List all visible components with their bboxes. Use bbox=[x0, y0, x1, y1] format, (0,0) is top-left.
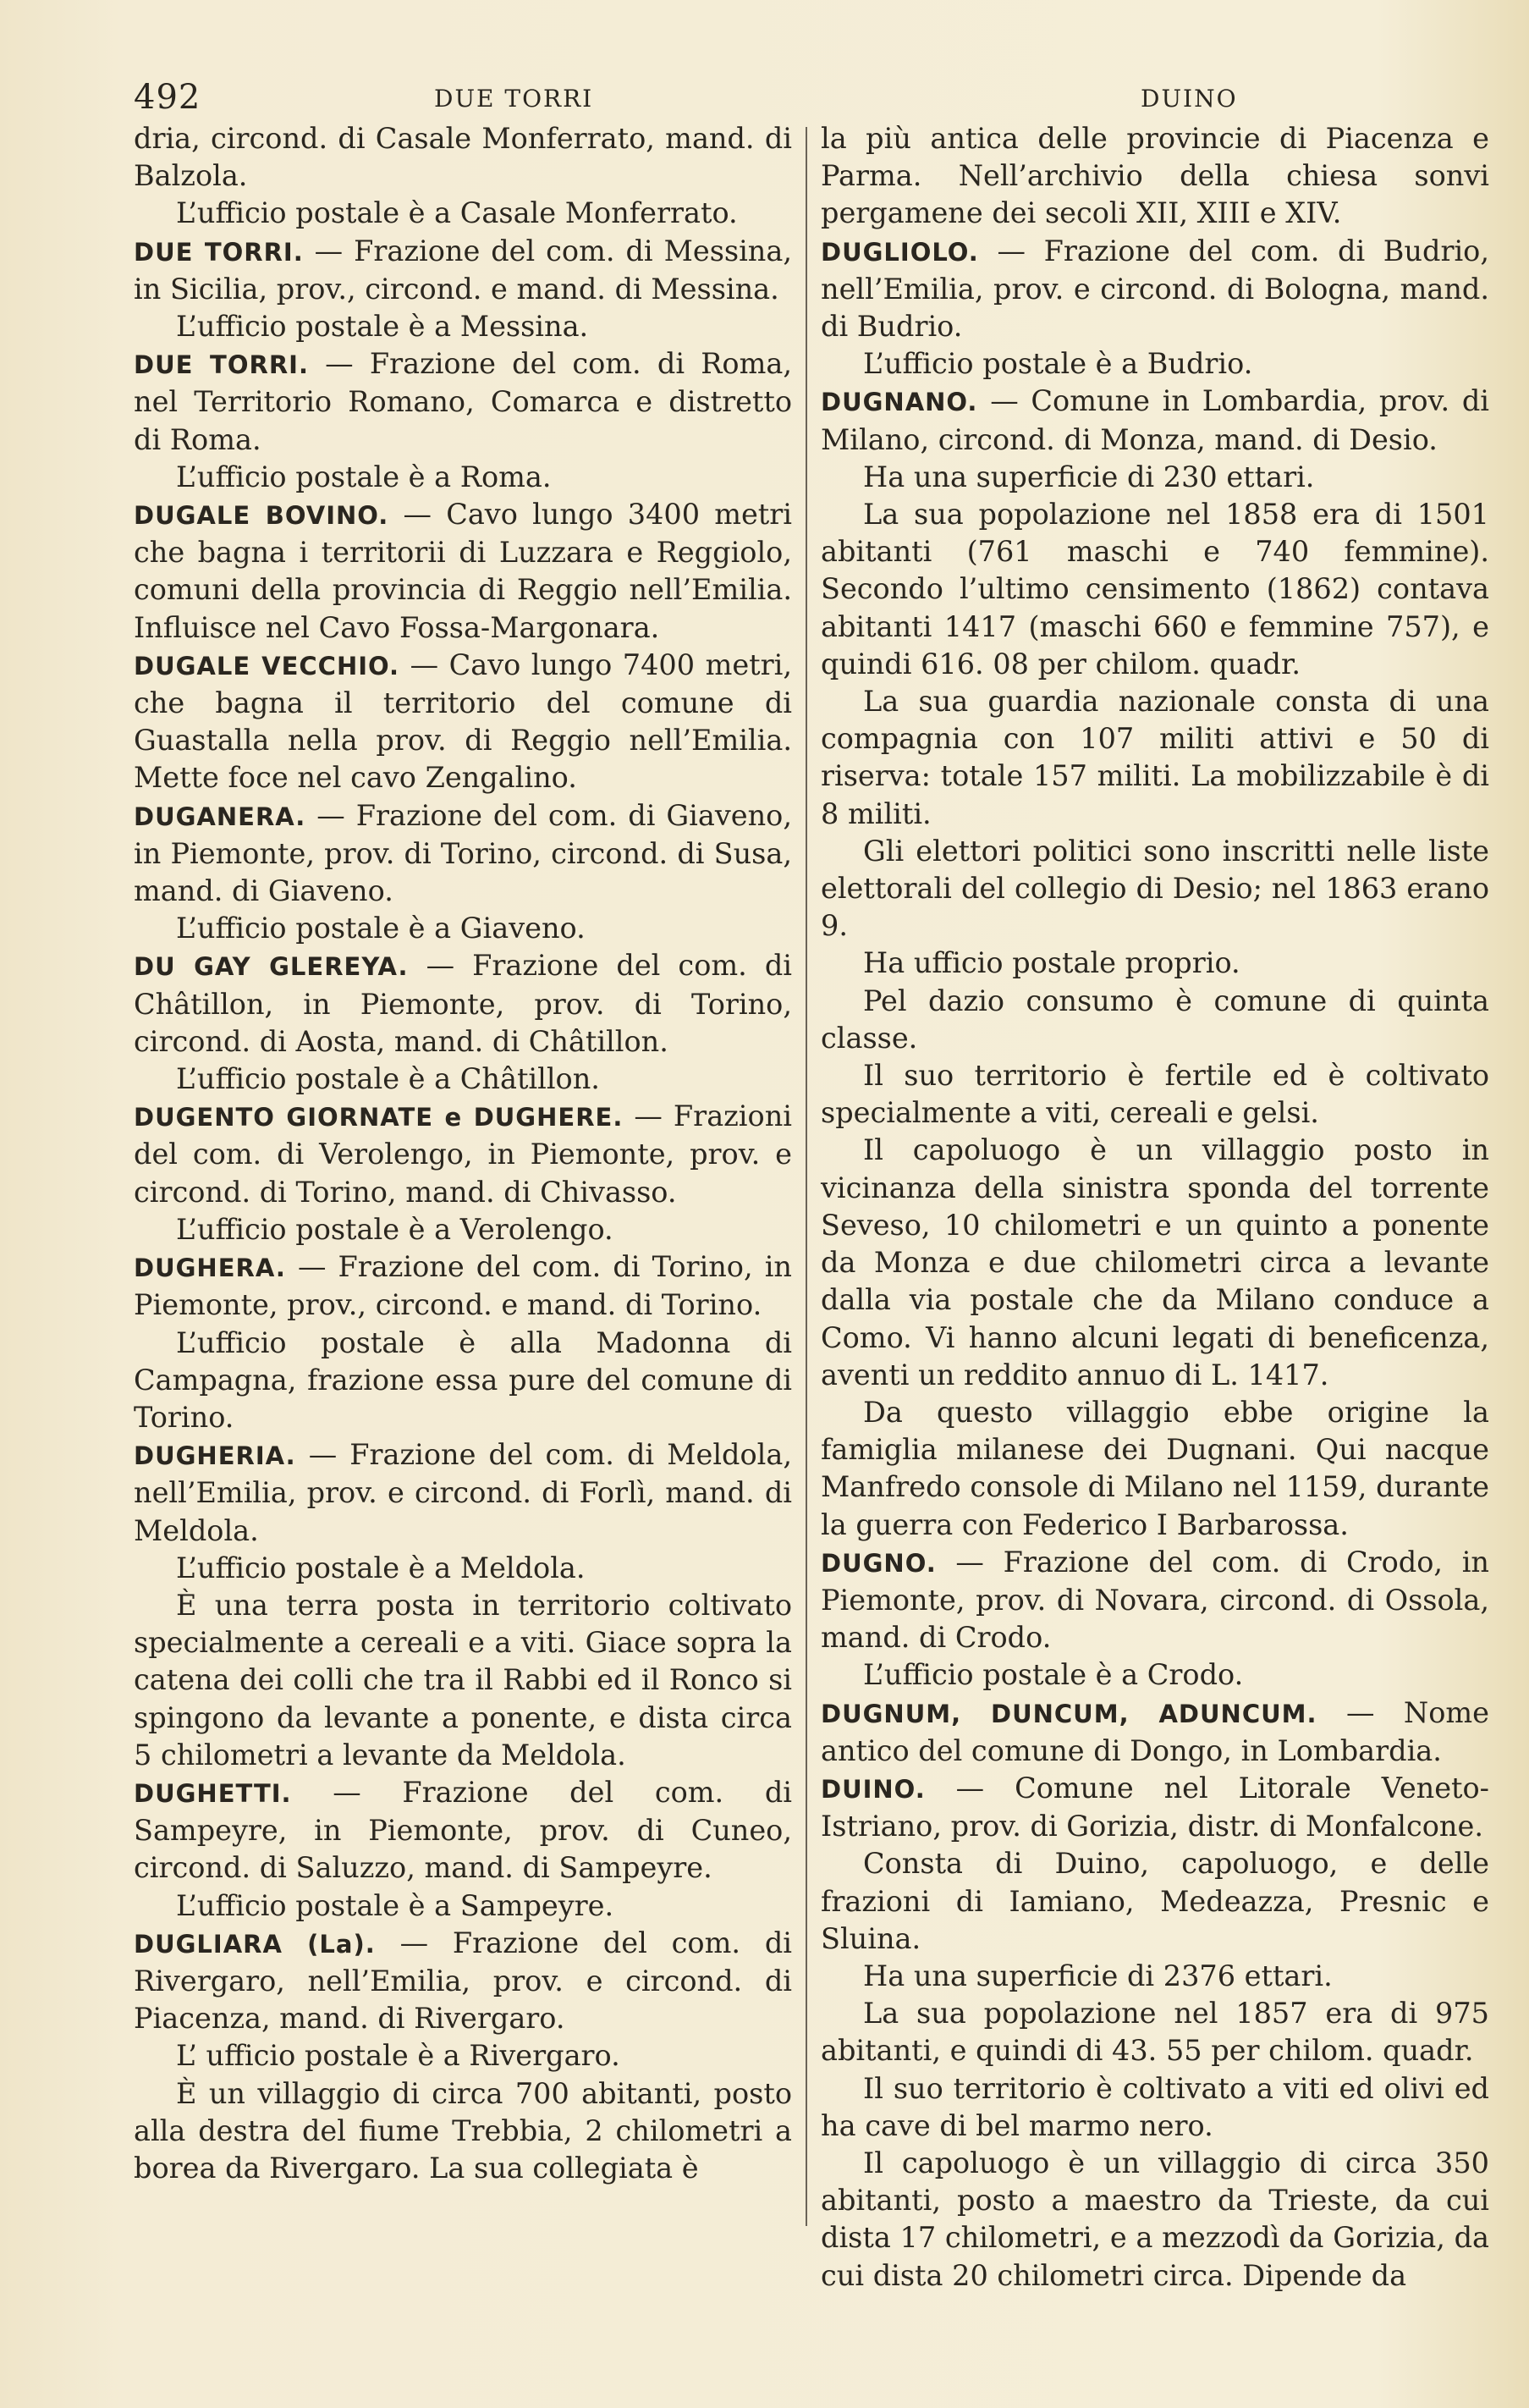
dictionary-entry bbox=[134, 1098, 792, 1211]
entry-headword: DUGHETTI. bbox=[134, 1778, 292, 1808]
dictionary-entry bbox=[134, 797, 792, 911]
entry-headword: DUGNO. bbox=[821, 1548, 937, 1578]
right-column bbox=[821, 120, 1489, 2295]
running-head-left: DUE TORRI bbox=[434, 85, 594, 113]
entry-body: — Frazione del com. di Giaveno, in Piemonte, prov. di Torino, circond. di Susa, mand. di Giaveno. bbox=[134, 798, 792, 908]
continued-text: la più antica delle provincie di Piacenza e Parma. Nell’archivio della chiesa sonvi pergamene dei secoli XII, XIII e XIV. bbox=[821, 122, 1489, 230]
paragraph: L’ufficio postale è a Budrio. bbox=[863, 347, 1253, 381]
entry-headword: DUGALE VECCHIO. bbox=[134, 651, 400, 681]
entry-headword: DUGHERIA. bbox=[134, 1441, 296, 1471]
dictionary-entry bbox=[821, 383, 1489, 458]
dictionary-entry bbox=[821, 1544, 1489, 1657]
column-divider bbox=[806, 127, 807, 2226]
entry-body: — Comune nel Litorale Veneto-Istriano, prov. di Gorizia, distr. di Monfalcone. bbox=[821, 1771, 1489, 1843]
entry-headword: DUE TORRI. bbox=[134, 237, 304, 267]
entry-headword: DUGENTO GIORNATE e DUGHERE. bbox=[134, 1103, 624, 1132]
paragraph: Il capoluogo è un villaggio di circa 350 abitanti, posto a maestro da Trieste, da cui dista 17 chilometri, e a mezzodì da Gorizia, da cui dista 20 chilometri circa. Dipende da bbox=[821, 2146, 1489, 2292]
paragraph: L’ufficio postale è a Casale Monferrato. bbox=[176, 196, 738, 230]
entry-headword: DUGLIARA (La). bbox=[134, 1929, 376, 1959]
entry-headword: DUGANERA. bbox=[134, 802, 306, 831]
entry-body: — Frazione del com. di Torino, in Piemonte, prov., circond. e mand. di Torino. bbox=[134, 1250, 792, 1322]
paragraph: Gli elettori politici sono inscritti nelle liste elettorali del collegio di Desio; nel 1863 erano 9. bbox=[821, 834, 1489, 943]
entry-body: — Nome antico del comune di Dongo, in Lombardia. bbox=[821, 1695, 1490, 1767]
entry-body: — Cavo lungo 3400 metri che bagna i territorii di Luzzara e Reggiolo, comuni della provincia di Reggio nell’Emilia. Influisce nel Cavo Fossa-Margonara. bbox=[134, 498, 792, 644]
paragraph: Ha una superficie di 230 ettari. bbox=[863, 460, 1315, 493]
dictionary-entry bbox=[821, 1694, 1489, 1770]
paragraph: La sua guardia nazionale consta di una compagnia con 107 militi attivi e 50 di riserva: totale 157 militi. La mobilizzabile è di 8 militi. bbox=[821, 685, 1489, 830]
paragraph: L’ufficio postale è alla Madonna di Campagna, frazione essa pure del comune di Torino. bbox=[134, 1325, 792, 1434]
entry-headword: DUGNANO. bbox=[821, 388, 978, 417]
entry-headword: DUGHERA. bbox=[134, 1254, 286, 1283]
paragraph: Il capoluogo è un villaggio posto in vicinanza della sinistra sponda del torrente Seveso, 10 chilometri e un quinto a ponente da Monza e due chilometri circa a levante dalla via postale che da Milano conduce a Como. Vi hanno alcuni legati di beneficenza, aventi un reddito annuo di L. 1417. bbox=[821, 1133, 1489, 1391]
entry-body: — Frazione del com. di Sampeyre, in Piemonte, prov. di Cuneo, circond. di Saluzzo, mand. di Sampeyre. bbox=[134, 1775, 792, 1885]
left-column bbox=[134, 120, 792, 2187]
entry-headword: DUINO. bbox=[821, 1774, 926, 1804]
paragraph: L’ufficio postale è a Sampeyre. bbox=[176, 1888, 614, 1922]
entry-body: — Comune in Lombardia, prov. di Milano, circond. di Monza, mand. di Desio. bbox=[821, 384, 1489, 456]
entry-body: — Cavo lungo 7400 metri, che bagna il territorio del comune di Guastalla nella prov. di Reggio nell’Emilia. Mette foce nel cavo Zengalino. bbox=[134, 647, 793, 795]
continued-text: dria, circond. di Casale Monferrato, mand. di Balzola. bbox=[134, 122, 792, 193]
entry-headword: DU GAY GLEREYA. bbox=[134, 952, 409, 982]
page-header bbox=[134, 78, 1479, 120]
paragraph: La sua popolazione nel 1857 era di 975 abitanti, e quindi di 43. 55 per chilom. quadr. bbox=[821, 1997, 1489, 2068]
paragraph: L’ufficio postale è a Roma. bbox=[176, 460, 552, 493]
paragraph: Ha ufficio postale proprio. bbox=[863, 946, 1240, 980]
dictionary-entry bbox=[134, 647, 792, 797]
entry-body: — Frazione del com. di Meldola, nell’Emilia, prov. e circond. di Forlì, mand. di Meldola. bbox=[134, 1438, 792, 1547]
entry-headword: DUGLIOLO. bbox=[821, 237, 979, 267]
paragraph: È un villaggio di circa 700 abitanti, posto alla destra del fiume Trebbia, 2 chilometri a borea da Rivergaro. La sua collegiata è bbox=[134, 2076, 792, 2185]
paragraph: L’ufficio postale è a Messina. bbox=[176, 310, 589, 344]
paragraph: Il suo territorio è coltivato a viti ed olivi ed ha cave di bel marmo nero. bbox=[821, 2071, 1489, 2142]
entry-body: — Frazione del com. di Roma, nel Territorio Romano, Comarca e distretto di Roma. bbox=[134, 347, 792, 456]
entry-headword: DUGNUM, DUNCUM, ADUNCUM. bbox=[821, 1699, 1317, 1728]
paragraph: L’ufficio postale è a Meldola. bbox=[176, 1551, 586, 1584]
dictionary-entry bbox=[134, 345, 792, 459]
paragraph: Da questo villaggio ebbe origine la famiglia milanese dei Dugnani. Qui nacque Manfredo console di Milano nel 1159, durante la guerra con Federico I Barbarossa. bbox=[821, 1395, 1489, 1541]
dictionary-entry bbox=[134, 1774, 792, 1887]
entry-headword: DUE TORRI. bbox=[134, 350, 309, 380]
entry-body: — Frazione del com. di Crodo, in Piemonte, prov. di Novara, circond. di Ossola, mand. di Crodo. bbox=[821, 1545, 1489, 1655]
dictionary-entry bbox=[134, 496, 792, 647]
paragraph: L’ufficio postale è a Verolengo. bbox=[176, 1212, 613, 1246]
dictionary-entry bbox=[134, 1436, 792, 1550]
paragraph: Il suo territorio è fertile ed è coltivato specialmente a viti, cereali e gelsi. bbox=[821, 1059, 1489, 1130]
paragraph: La sua popolazione nel 1858 era di 1501 abitanti (761 maschi e 740 femmine). Secondo l’ultimo censimento (1862) contava abitanti 1417 (maschi 660 e femmine 757), e quindi 616. 08 per chilom. quadr. bbox=[821, 498, 1489, 681]
entry-body: — Frazione del com. di Rivergaro, nell’Emilia, prov. e circond. di Piacenza, mand. di Rivergaro. bbox=[134, 1926, 792, 2036]
paragraph: L’ufficio postale è a Giaveno. bbox=[176, 912, 586, 945]
dictionary-entry bbox=[821, 1770, 1489, 1845]
dictionary-entry bbox=[821, 233, 1489, 346]
entry-body: — Frazione del com. di Budrio, nell’Emilia, prov. e circond. di Bologna, mand. di Budrio. bbox=[821, 234, 1489, 344]
paragraph: Consta di Duino, capoluogo, e delle frazioni di Iamiano, Medeazza, Presnic e Sluina. bbox=[821, 1847, 1489, 1955]
paragraph: Pel dazio consumo è comune di quinta classe. bbox=[821, 984, 1489, 1055]
entry-body: — Frazione del com. di Châtillon, in Piemonte, prov. di Torino, circond. di Aosta, mand. di Châtillon. bbox=[134, 949, 792, 1058]
paragraph: Ha una superficie di 2376 ettari. bbox=[863, 1959, 1333, 1992]
paragraph: L’ufficio postale è a Châtillon. bbox=[176, 1062, 600, 1096]
running-head-right: DUINO bbox=[1141, 85, 1238, 113]
dictionary-entry bbox=[134, 1248, 792, 1324]
paragraph: L’ufficio postale è a Crodo. bbox=[863, 1658, 1244, 1692]
entry-body: — Frazione del com. di Messina, in Sicilia, prov., circond. e mand. di Messina. bbox=[134, 234, 792, 306]
entry-body: — Frazioni del com. di Verolengo, in Piemonte, prov. e circond. di Torino, mand. di Chivasso. bbox=[134, 1099, 792, 1209]
paragraph: L’ ufficio postale è a Rivergaro. bbox=[176, 2039, 620, 2073]
dictionary-entry bbox=[134, 947, 792, 1061]
page-number: 492 bbox=[134, 78, 201, 117]
paragraph: È una terra posta in territorio coltivato specialmente a cereali e a viti. Giace sopra la catena dei colli che tra il Rabbi ed il Ronco si spingono da levante a ponente, e dista circa 5 chilometri a levante da Meldola. bbox=[134, 1588, 792, 1772]
entry-headword: DUGALE BOVINO. bbox=[134, 501, 389, 531]
dictionary-entry bbox=[134, 233, 792, 308]
dictionary-entry bbox=[134, 1925, 792, 2038]
